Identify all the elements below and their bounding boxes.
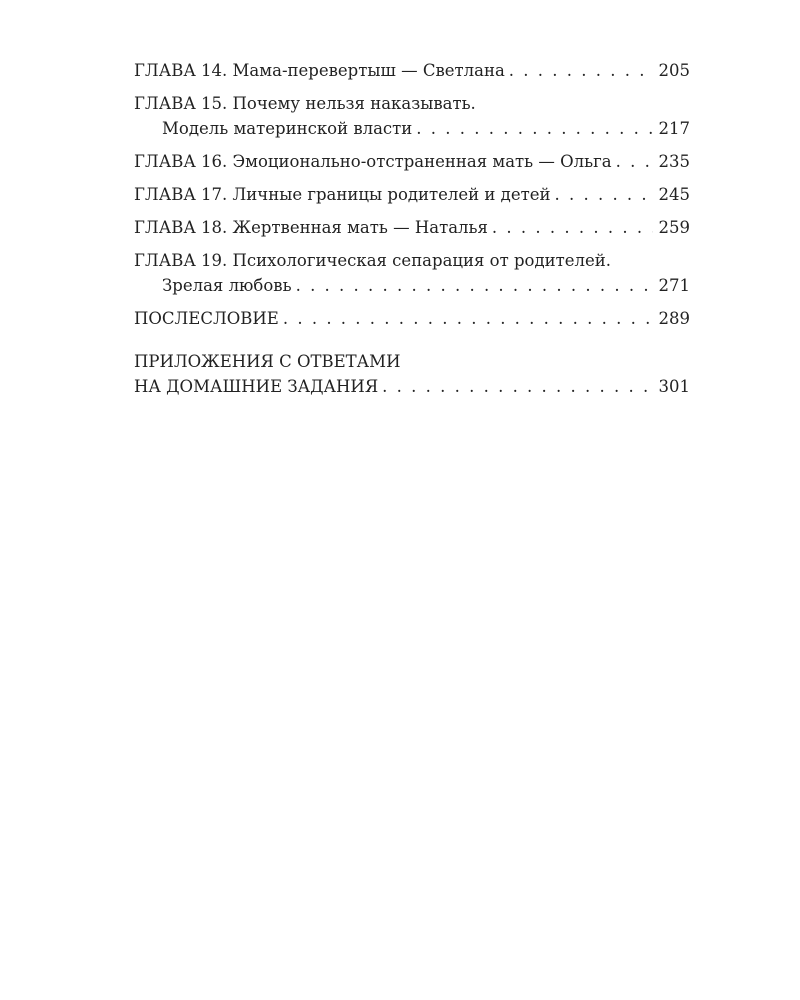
dot-leader <box>382 374 652 399</box>
dot-leader <box>554 182 652 207</box>
table-of-contents <box>134 58 690 407</box>
dot-leader <box>283 306 653 331</box>
toc-entry-title: ГЛАВА 19. Психологическая сепарация от родителей. <box>134 251 612 270</box>
toc-line <box>134 91 690 116</box>
toc-entry-subtitle: НА ДОМАШНИЕ ЗАДАНИЯ <box>134 377 379 396</box>
toc-line-continuation <box>134 374 690 399</box>
toc-line <box>134 215 690 240</box>
toc-entry-chapter-17 <box>134 182 690 207</box>
toc-entry-chapter-19 <box>134 248 690 298</box>
toc-page-number: 245 <box>658 185 690 204</box>
dot-leader <box>416 116 652 141</box>
toc-line <box>134 349 690 374</box>
toc-page-number: 289 <box>658 309 690 328</box>
toc-line <box>134 306 690 331</box>
toc-page-number: 205 <box>658 61 690 80</box>
toc-line <box>134 182 690 207</box>
toc-entry-title: ГЛАВА 15. Почему нельзя наказывать. <box>134 94 476 113</box>
toc-line <box>134 248 690 273</box>
toc-line-continuation <box>134 116 690 141</box>
toc-page-number: 217 <box>658 119 690 138</box>
toc-entry-title: ПОСЛЕСЛОВИЕ <box>134 309 279 328</box>
toc-entry-afterword <box>134 306 690 331</box>
toc-entry-subtitle: Модель материнской власти <box>162 119 413 138</box>
toc-page-number: 271 <box>658 276 690 295</box>
toc-entry-title: ГЛАВА 16. Эмоционально-отстраненная мать — Ольга <box>134 152 612 171</box>
toc-entry-chapter-15 <box>134 91 690 141</box>
toc-entry-title: ГЛАВА 18. Жертвенная мать — Наталья <box>134 218 488 237</box>
toc-page-number: 259 <box>658 218 690 237</box>
toc-line-continuation <box>134 273 690 298</box>
dot-leader <box>296 273 653 298</box>
toc-line <box>134 58 690 83</box>
toc-entry-chapter-16 <box>134 149 690 174</box>
toc-page-number: 301 <box>658 377 690 396</box>
toc-page-number: 235 <box>658 152 690 171</box>
dot-leader <box>616 149 653 174</box>
dot-leader <box>492 215 653 240</box>
dot-leader <box>509 58 653 83</box>
toc-entry-chapter-18 <box>134 215 690 240</box>
toc-entry-subtitle: Зрелая любовь <box>162 276 292 295</box>
toc-entry-title: ПРИЛОЖЕНИЯ С ОТВЕТАМИ <box>134 352 401 371</box>
toc-line <box>134 149 690 174</box>
toc-entry-title: ГЛАВА 14. Мама-перевертыш — Светлана <box>134 61 505 80</box>
toc-entry-chapter-14 <box>134 58 690 83</box>
toc-entry-title: ГЛАВА 17. Личные границы родителей и детей <box>134 185 551 204</box>
toc-entry-appendix <box>134 349 690 399</box>
